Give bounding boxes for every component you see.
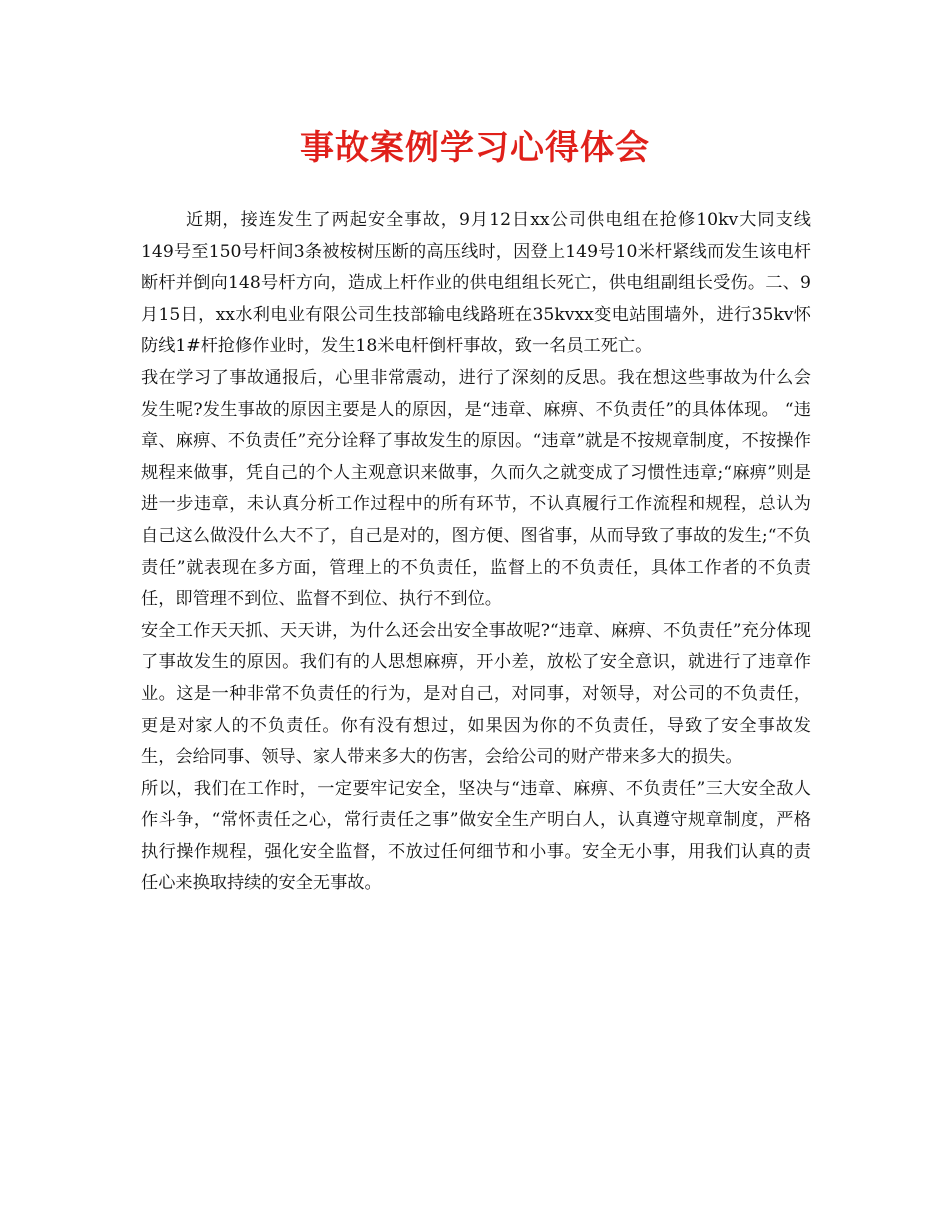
paragraph-1: 近期，接连发生了两起安全事故，9月12日xx公司供电组在抢修10kv大同支线149号至150号杆间3条被桉树压断的高压线时，因登上149号10米杆紧线而发生该电杆断杆并倒向148号杆方向，造成上杆作业的供电组组长死亡，供电组副组长受伤。二、9月15日，xx水利电业有限公司生技部输电线路班在35kvxx变电站围墙外，进行35kv怀防线1#杆抢修作业时，发生18米电杆倒杆事故，致一名员工死亡。 <box>141 210 811 357</box>
paragraph-3: 安全工作天天抓、天天讲，为什么还会出安全事故呢?“违章、麻痹、不负责任”充分体现了事故发生的原因。我们有的人思想麻痹，开小差，放松了安全意识，就进行了违章作业。这是一种非常不负责任的行为，是对自己，对同事，对领导，对公司的不负责任，更是对家人的不负责任。你有没有想过，如果因为你的不负责任，导致了安全事故发生，会给同事、领导、家人带来多大的伤害，会给公司的财产带来多大的损失。 <box>141 620 811 768</box>
document-body <box>141 205 811 900</box>
paragraph-2: 我在学习了事故通报后，心里非常震动，进行了深刻的反思。我在想这些事故为什么会发生呢?发生事故的原因主要是人的原因，是“违章、麻痹、不负责任”的具体体现。 “违章、麻痹、不负责任”充分诠释了事故发生的原因。“违章”就是不按规章制度，不按操作规程来做事，凭自己的个人主观意识来做事，久而久之就变成了习惯性违章;“麻痹”则是进一步违章，未认真分析工作过程中的所有环节，不认真履行工作流程和规程，总认为自己这么做没什么大不了，自己是对的，图方便、图省事，从而导致了事故的发生;“不负责任”就表现在多方面，管理上的不负责任，监督上的不负责任，具体工作者的不负责任，即管理不到位、监督不到位、执行不到位。 <box>141 367 811 610</box>
paragraph-4: 所以，我们在工作时，一定要牢记安全，坚决与“违章、麻痹、不负责任”三大安全敌人作斗争，“常怀责任之心，常行责任之事”做安全生产明白人，认真遵守规章制度，严格执行操作规程，强化安全监督，不放过任何细节和小事。安全无小事，用我们认真的责任心来换取持续的安全无事故。 <box>141 778 811 894</box>
document-title: 事故案例学习心得体会 <box>300 128 650 168</box>
